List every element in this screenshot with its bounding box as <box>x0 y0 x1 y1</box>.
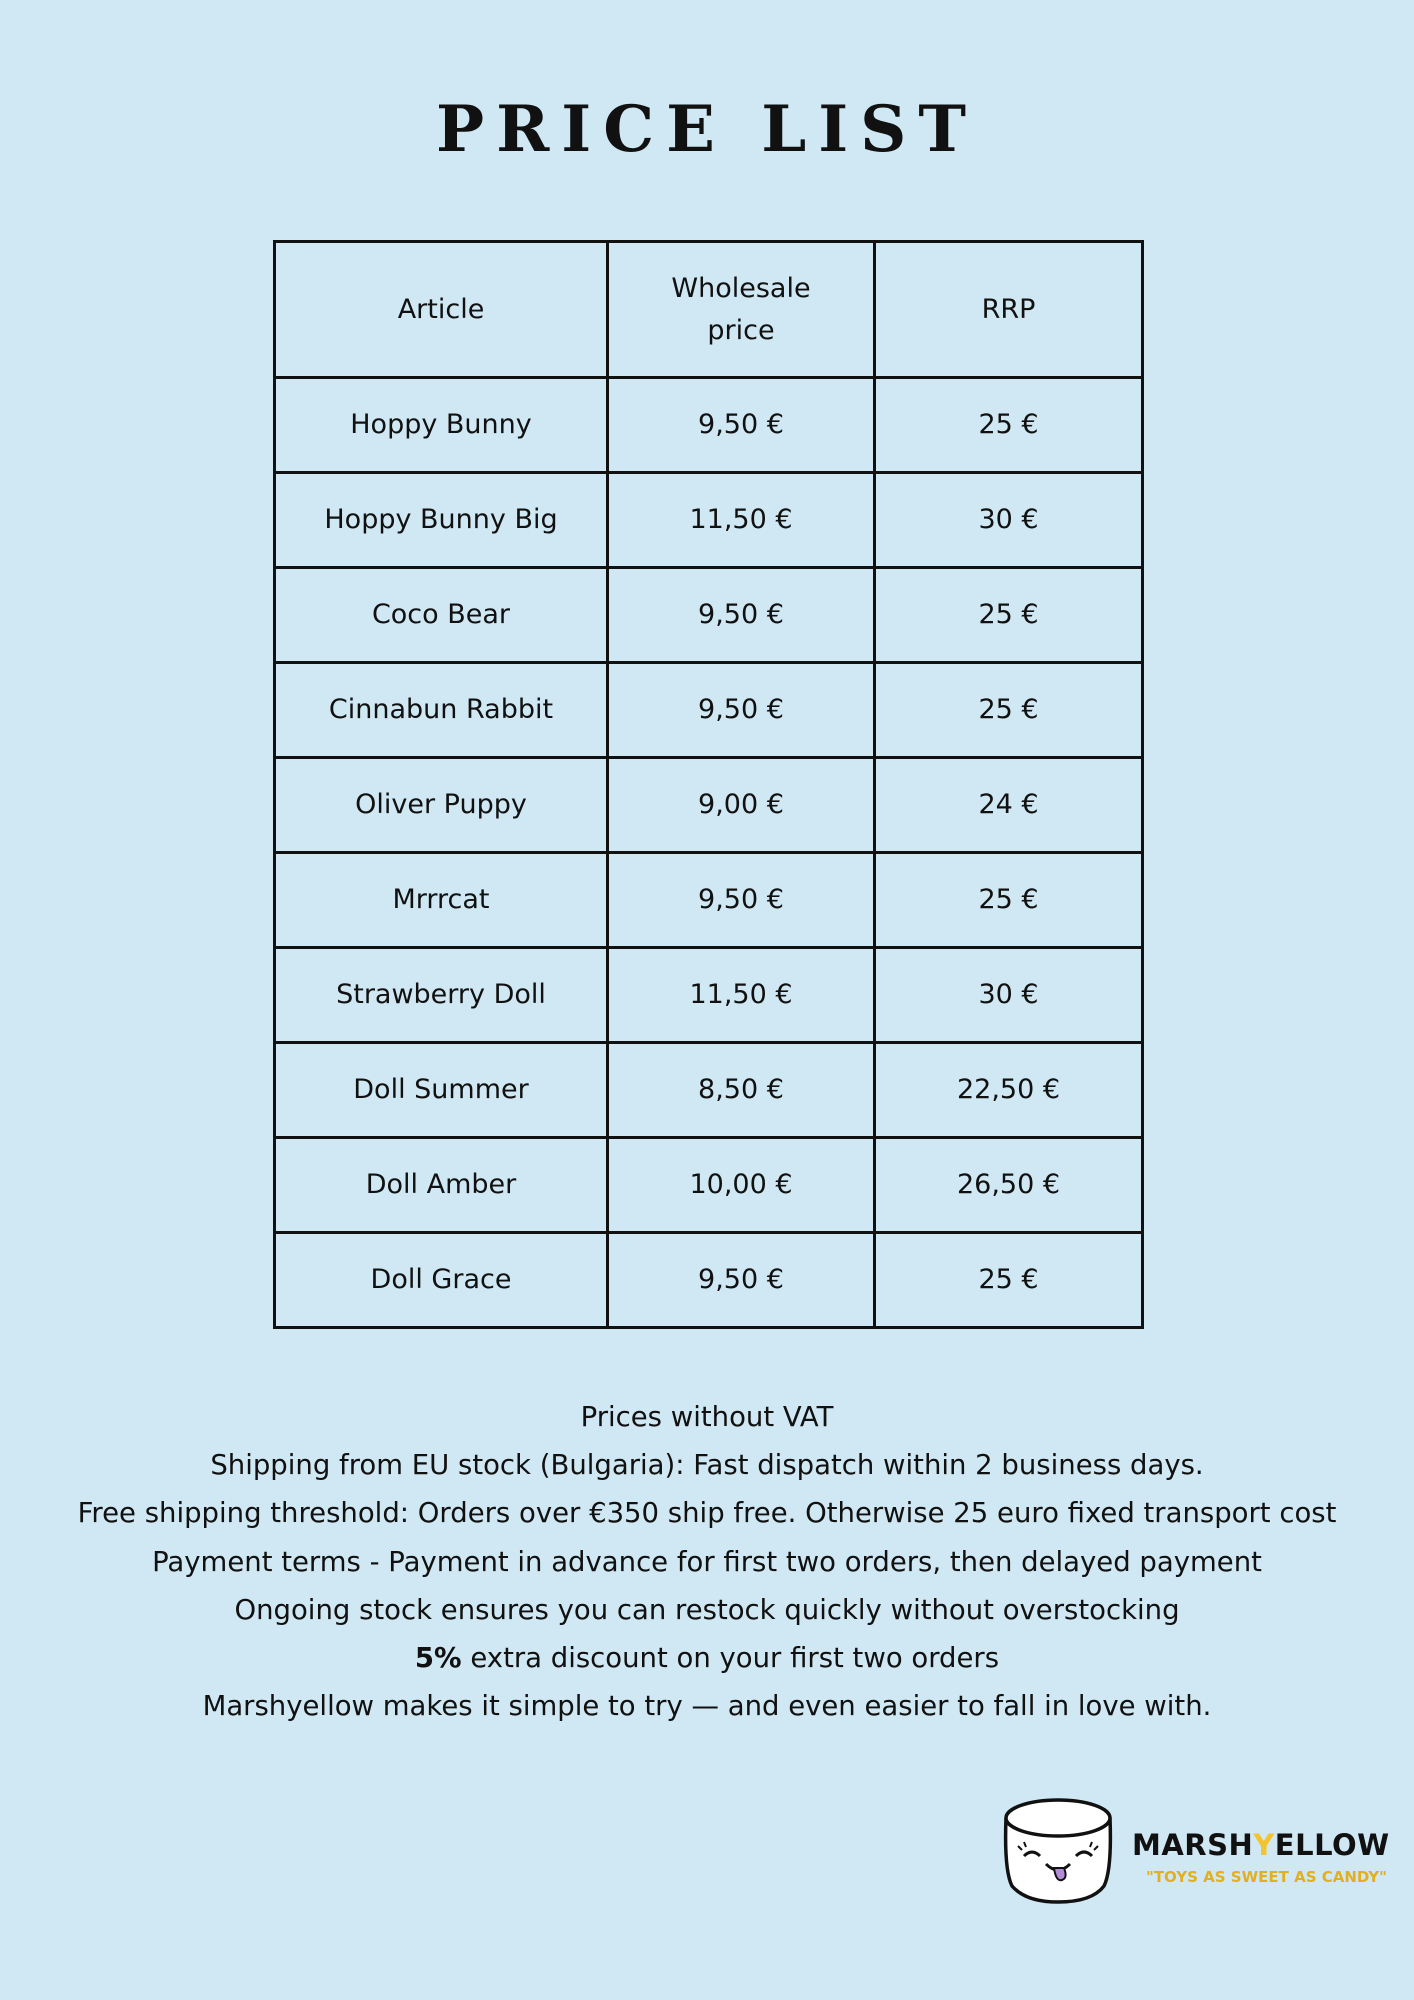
wholesale-price-cell: 8,50 € <box>608 1043 875 1138</box>
wholesale-price-cell: 9,50 € <box>608 378 875 473</box>
payment-terms-note: Payment terms - Payment in advance for first two orders, then delayed payment <box>152 1545 1262 1578</box>
free-shipping-note: Free shipping threshold: Orders over €350 ship free. Otherwise 25 euro fixed transport cost <box>77 1497 1337 1530</box>
rrp-cell: 26,50 € <box>875 1138 1143 1233</box>
rrp-cell: 22,50 € <box>875 1043 1143 1138</box>
table-row <box>275 853 1143 948</box>
wholesale-price-cell: 9,50 € <box>608 568 875 663</box>
rrp-cell: 25 € <box>875 1233 1143 1328</box>
wholesale-price-cell: 9,50 € <box>608 853 875 948</box>
header-article: Article <box>275 242 608 378</box>
table-row <box>275 473 1143 568</box>
rrp-cell: 30 € <box>875 473 1143 568</box>
rrp-cell: 25 € <box>875 853 1143 948</box>
price-table <box>273 240 1144 1329</box>
page-title: PRICE LIST <box>435 92 979 167</box>
terms-notes <box>0 1393 1414 1730</box>
discount-percent: 5% <box>414 1642 462 1675</box>
table-row <box>275 1043 1143 1138</box>
wholesale-price-cell: 11,50 € <box>608 473 875 568</box>
stock-note: Ongoing stock ensures you can restock quickly without overstocking <box>234 1593 1180 1626</box>
wholesale-price-cell: 9,50 € <box>608 663 875 758</box>
article-cell: Doll Summer <box>275 1043 608 1138</box>
marshyellow-logo <box>996 1790 1390 1910</box>
brand-tagline: "TOYS AS SWEET AS CANDY" <box>1146 1868 1387 1886</box>
rrp-cell: 25 € <box>875 568 1143 663</box>
rrp-cell: 25 € <box>875 663 1143 758</box>
wholesale-price-cell: 9,00 € <box>608 758 875 853</box>
rrp-cell: 24 € <box>875 758 1143 853</box>
wholesale-price-cell: 9,50 € <box>608 1233 875 1328</box>
article-cell: Cinnabun Rabbit <box>275 663 608 758</box>
article-cell: Doll Grace <box>275 1233 608 1328</box>
discount-note <box>0 1634 1414 1682</box>
marshmallow-mascot-icon <box>996 1790 1126 1910</box>
discount-text: extra discount on your first two orders <box>461 1642 1000 1675</box>
article-cell: Hoppy Bunny <box>275 378 608 473</box>
wholesale-price-cell: 10,00 € <box>608 1138 875 1233</box>
table-row <box>275 1233 1143 1328</box>
wholesale-price-cell: 11,50 € <box>608 948 875 1043</box>
table-row <box>275 948 1143 1043</box>
table-row <box>275 1138 1143 1233</box>
article-cell: Hoppy Bunny Big <box>275 473 608 568</box>
table-header-row <box>275 242 1143 378</box>
shipping-note: Shipping from EU stock (Bulgaria): Fast dispatch within 2 business days. <box>210 1449 1204 1482</box>
rrp-cell: 30 € <box>875 948 1143 1043</box>
brand-name: MARSHYELLOW <box>1132 1828 1390 1862</box>
closing-note: Marshyellow makes it simple to try — and even easier to fall in love with. <box>202 1690 1212 1723</box>
table-row <box>275 663 1143 758</box>
article-cell: Oliver Puppy <box>275 758 608 853</box>
header-rrp: RRP <box>875 242 1143 378</box>
article-cell: Strawberry Doll <box>275 948 608 1043</box>
table-row <box>275 568 1143 663</box>
vat-note: Prices without VAT <box>580 1401 834 1433</box>
header-wholesale-price: Wholesale price <box>608 242 875 378</box>
rrp-cell: 25 € <box>875 378 1143 473</box>
article-cell: Mrrrcat <box>275 853 608 948</box>
table-row <box>275 378 1143 473</box>
table-row <box>275 758 1143 853</box>
article-cell: Doll Amber <box>275 1138 608 1233</box>
article-cell: Coco Bear <box>275 568 608 663</box>
